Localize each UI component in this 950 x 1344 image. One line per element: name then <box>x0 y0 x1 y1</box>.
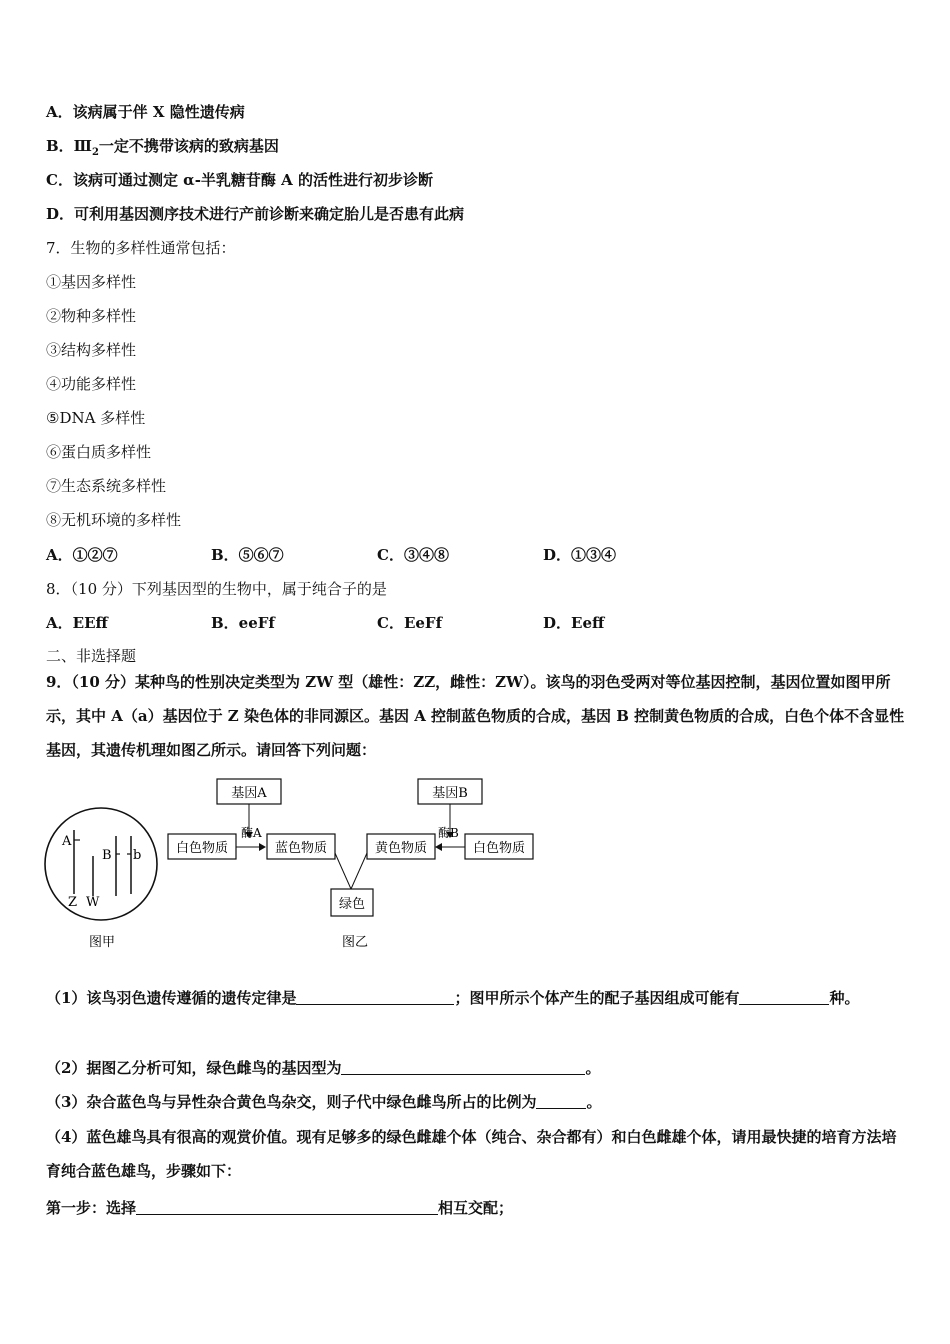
text-blue: 蓝色物质 <box>274 841 328 856</box>
label-z: Z <box>68 895 78 910</box>
figure-yi <box>168 779 533 950</box>
q7-option-c: C．③④⑧ <box>377 546 449 564</box>
answer-blank[interactable] <box>341 1058 585 1075</box>
line-yellow-green <box>351 853 367 889</box>
q7-item: ⑤DNA 多样性 <box>46 409 146 427</box>
arrowhead-white-blue <box>259 843 266 851</box>
q7-item: ①基因多样性 <box>46 273 137 291</box>
caption-yi: 图乙 <box>342 935 369 950</box>
q8-option-d: D．Eeff <box>543 614 605 632</box>
text-gene-a: 基因A <box>231 786 267 801</box>
answer-blank[interactable] <box>136 1198 438 1215</box>
text-green: 绿色 <box>338 897 366 912</box>
q6-option-b-text: 一定不携带该病的致病基因 <box>98 137 279 155</box>
q9-part-3-text-a: （3）杂合蓝色鸟与异性杂合黄色鸟杂交，则子代中绿色雌鸟所占的比例为 <box>46 1093 537 1111</box>
arrowhead-white-yellow <box>435 843 442 851</box>
q8-option-b: B．eeFf <box>211 614 275 632</box>
q7-options <box>46 545 866 565</box>
q9-stem: 9．（10 分）某种鸟的性别决定类型为 ZW 型（雄性：ZZ，雌性：ZW）。该鸟的羽色受两对等位基因控制，基因位置如图甲所示，其中 A（a）基因位于 Z 染色体的非同源区。基因 A 控制蓝色物质的合成，基因 B 控制黄色物质的合成，白色个体不含显性基因，其遗传机理如图乙所示。请回答下列问题： <box>46 673 905 759</box>
q9-step-1 <box>46 1191 906 1225</box>
q9-part-3-text-b: 。 <box>586 1093 602 1111</box>
q9-part-2-text-a: （2）据图乙分析可知，绿色雌鸟的基因型为 <box>46 1059 342 1077</box>
caption-jia: 图甲 <box>89 935 116 950</box>
q8-option-a: A．EEff <box>46 614 108 632</box>
q9-figures <box>40 772 550 958</box>
answer-blank[interactable] <box>296 988 454 1005</box>
q7-item: ⑧无机环境的多样性 <box>46 511 182 529</box>
q7-option-d: D．①③④ <box>543 546 617 564</box>
answer-blank[interactable] <box>536 1092 586 1109</box>
q6-option-d: D．可利用基因测序技术进行产前诊断来确定胎儿是否患有此病 <box>46 205 465 223</box>
q7-item: ⑥蛋白质多样性 <box>46 443 152 461</box>
text-enzyme-a: 酶A <box>241 826 262 840</box>
q8-option-c: C．EeFf <box>377 614 443 632</box>
q9-part-1-text-b: ；图甲所示个体产生的配子基因组成可能有 <box>454 989 740 1007</box>
text-white-right: 白色物质 <box>472 841 526 856</box>
q6-option-a: A．该病属于伴 X 隐性遗传病 <box>46 103 245 121</box>
q8-stem: 8．（10 分）下列基因型的生物中，属于纯合子的是 <box>46 580 387 598</box>
label-gene-b: B <box>102 848 112 863</box>
line-blue-green <box>335 853 351 889</box>
q7-item: ②物种多样性 <box>46 307 137 325</box>
q6-option-b <box>46 136 279 163</box>
q9-part-3 <box>46 1085 906 1119</box>
q6-option-c: C．该病可通过测定 α-半乳糖苷酶 A 的活性进行初步诊断 <box>46 171 434 189</box>
figure-jia <box>45 808 157 950</box>
q7-option-a: A．①②⑦ <box>46 546 118 564</box>
label-gene-b-lower: b <box>133 848 142 863</box>
text-white-left: 白色物质 <box>175 841 229 856</box>
text-yellow: 黄色物质 <box>374 841 428 856</box>
answer-blank[interactable] <box>739 988 829 1005</box>
q6-option-b-subscript: 2 <box>91 147 99 158</box>
q9-step-1-text-b: 相互交配； <box>438 1199 514 1217</box>
text-gene-b: 基因B <box>432 786 468 801</box>
q7-item: ⑦生态系统多样性 <box>46 477 167 495</box>
text-enzyme-b: 酶B <box>438 826 459 840</box>
q9-part-2-text-b: 。 <box>585 1059 601 1077</box>
q9-part-1 <box>46 981 906 1015</box>
label-w: W <box>86 895 100 910</box>
q6-option-b-prefix: B．Ⅲ <box>46 137 92 155</box>
section-heading: 二、非选择题 <box>46 647 137 665</box>
q9-part-4: （4）蓝色雄鸟具有很高的观赏价值。现有足够多的绿色雌雄个体（纯合、杂合都有）和白色雌雄个体，请用最快捷的培育方法培育纯合蓝色雄鸟，步骤如下： <box>46 1128 897 1180</box>
q8-options <box>46 613 866 633</box>
q7-item: ④功能多样性 <box>46 375 137 393</box>
q9-part-1-text-c: 种。 <box>829 989 860 1007</box>
q9-part-2 <box>46 1051 906 1085</box>
q7-item: ③结构多样性 <box>46 341 137 359</box>
label-gene-a: A <box>62 834 72 849</box>
q9-step-1-text-a: 第一步：选择 <box>46 1199 137 1217</box>
q7-option-b: B．⑤⑥⑦ <box>211 546 284 564</box>
cell-circle <box>45 808 157 920</box>
q7-stem: 7．生物的多样性通常包括： <box>46 239 236 257</box>
q9-part-1-text-a: （1）该鸟羽色遗传遵循的遗传定律是 <box>46 989 297 1007</box>
